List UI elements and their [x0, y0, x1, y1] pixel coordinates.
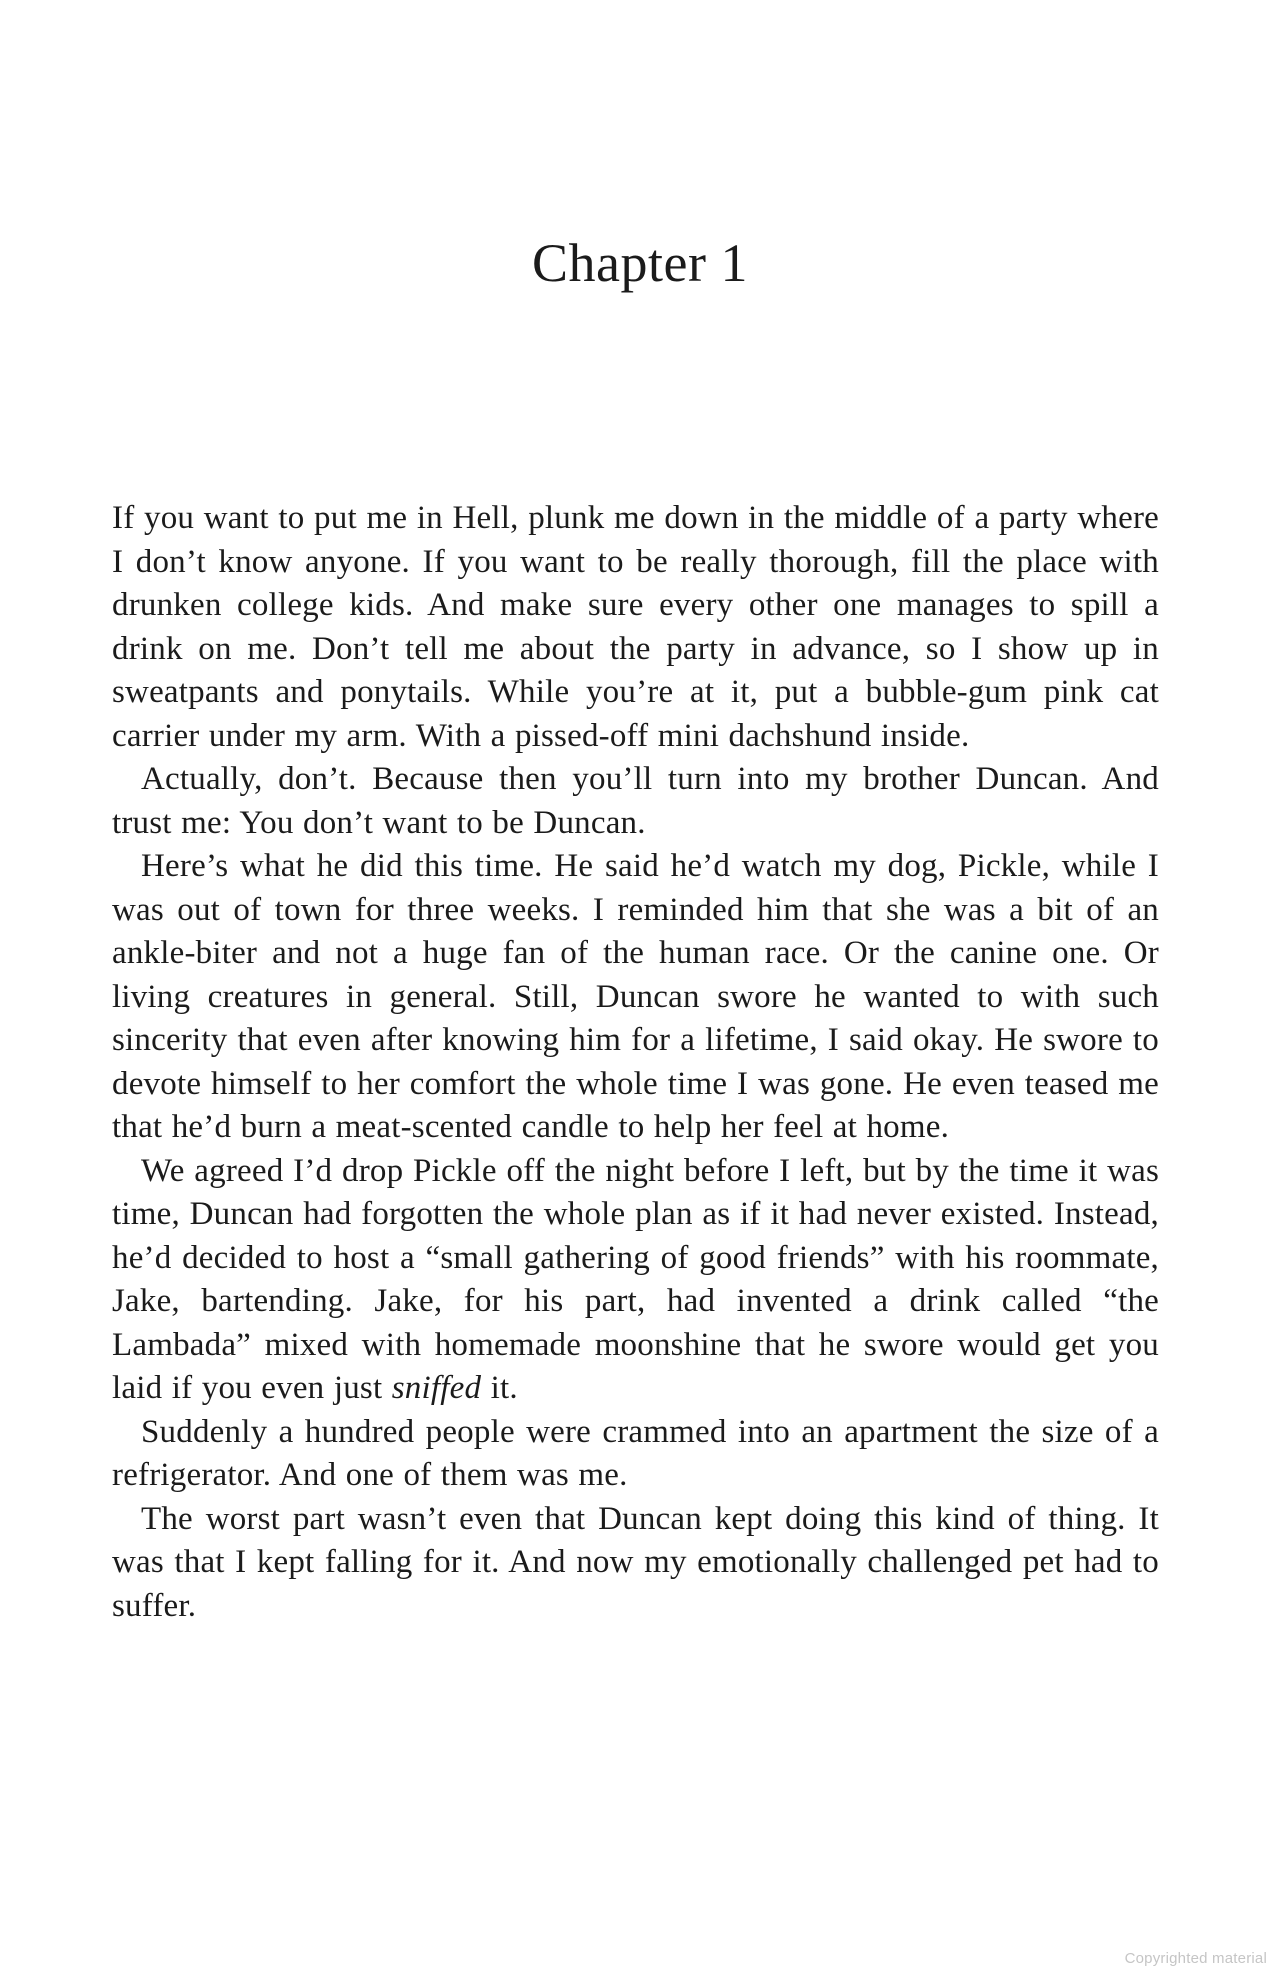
paragraph-opening: If you want to put me in Hell, plunk me down in the middle of a party where I don’t know anyone. If you want to be really thorough, fill the place with drunken college kids. And make sure every other one manages to spill a drink on me. Don’t tell me about the party in advance, so I show up in sweatpants and ponytails. While you’re at it, put a bubble-gum pink cat carrier under my arm. With a pissed-off mini dachshund inside. [112, 500, 1159, 754]
paragraph: The worst part wasn’t even that Duncan kept doing this kind of thing. It was that I kept falling for it. And now my emotionally challenged pet had to suffer. [112, 1500, 1159, 1624]
paragraph-text-segment: We agreed I’d drop Pickle off the night before I left, but by the time it was time, Duncan had forgotten the whole plan as if it had never existed. Instead, he’d decided to host a “small gathering of good friends” with his roommate, Jake, bartending. Jake, for his part, had invented a drink called “the Lambada” mixed with homemade moonshine that he swore would get you laid if you even just [112, 1152, 1159, 1406]
paragraph-text-segment: it. [481, 1370, 518, 1406]
paragraph: Suddenly a hundred people were crammed into an apartment the size of a refrigerator. And one of them was me. [112, 1413, 1159, 1493]
paragraph [112, 1150, 1159, 1411]
paragraph: Here’s what he did this time. He said he’d watch my dog, Pickle, while I was out of town for three weeks. I reminded him that she was a bit of an ankle-biter and not a huge fan of the human race. Or the canine one. Or living creatures in general. Still, Duncan swore he wanted to with such sincerity that even after knowing him for a lifetime, I said okay. He swore to devote himself to her comfort the whole time I was gone. He even teased me that he’d burn a meat-scented candle to help her feel at home. [112, 848, 1159, 1145]
chapter-title: Chapter 1 [532, 233, 748, 293]
copyright-watermark: Copyrighted material [1124, 1950, 1267, 1967]
italic-word: sniffed [391, 1370, 482, 1406]
chapter-body [112, 497, 1159, 1628]
paragraph: Actually, don’t. Because then you’ll turn into my brother Duncan. And trust me: You don’t want to be Duncan. [112, 761, 1159, 841]
